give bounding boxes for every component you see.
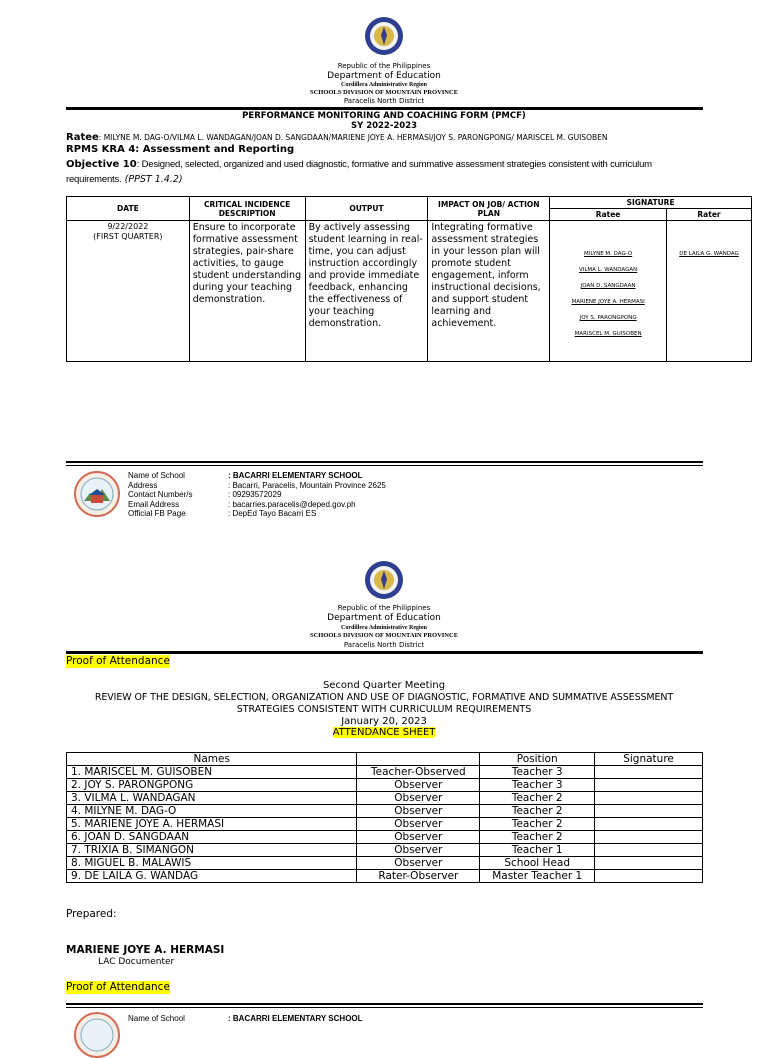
- col-rater-header: Rater: [667, 209, 752, 221]
- col-signature-header: Signature: [595, 753, 703, 766]
- school-logo-icon: [74, 471, 120, 517]
- col-output-header: OUTPUT: [305, 197, 428, 221]
- ratee-signature: JOY S. PARONGPONG: [579, 315, 637, 321]
- attendance-sheet-label-wrap: [0, 727, 768, 738]
- header-rule: [66, 651, 703, 654]
- row-output: By actively assessing student learning in real-time, you can adjust instruction accordingly and provide immediate feedback, enhancing the effectiveness of your teaching demonstration.: [305, 221, 428, 362]
- department-text: Department of Education: [327, 613, 441, 623]
- attendee-signature: [595, 779, 703, 792]
- ratee-value: : MILYNE M. DAG-O/VILMA L. WANDAGAN/JOAN D. SANGDAAN/MARIENE JOYE A. HERMASI/JOY S. PARONGPONG/ MARISCEL M. GUISOBEN: [98, 133, 608, 142]
- attendee-role: Observer: [357, 805, 480, 818]
- row-impact: Integrating formative assessment strategies in your lesson plan will promote student engagement, inform instructional decisions, and support student learning and achievement.: [428, 221, 550, 362]
- attendee-position: Teacher 2: [480, 831, 595, 844]
- attendee-signature: [595, 792, 703, 805]
- attendee-name: 5. MARIENE JOYE A. HERMASI: [67, 818, 357, 831]
- department-text: Department of Education: [327, 71, 441, 81]
- rater-signature: DE LAILA G. WANDAG: [679, 251, 739, 257]
- attendee-name: 6. JOAN D. SANGDAAN: [67, 831, 357, 844]
- row-date: 9/22/2022: [107, 222, 149, 231]
- form-title: PERFORMANCE MONITORING AND COACHING FORM (PMCF): [242, 111, 526, 121]
- republic-text: Republic of the Philippines: [337, 604, 431, 612]
- col-incidence-header: CRITICAL INCIDENCE DESCRIPTION: [189, 197, 305, 221]
- school-info: [128, 1014, 428, 1024]
- school-info: [128, 471, 428, 521]
- header-rule: [66, 107, 703, 110]
- attendee-position: Teacher 2: [480, 818, 595, 831]
- attendee-position: Teacher 2: [480, 792, 595, 805]
- attendee-role: Observer: [357, 857, 480, 870]
- preparer-name: MARIENE JOYE A. HERMASI: [66, 944, 225, 956]
- attendee-position: Master Teacher 1: [480, 870, 595, 883]
- attendee-signature: [595, 831, 703, 844]
- objective-text: : Designed, selected, organized and used diagnostic, formative and summative assessment strategies consistent with curriculum requirements.: [66, 159, 652, 185]
- ratee-signature: MILYNE M. DAG-O: [584, 251, 633, 257]
- meeting-date: January 20, 2023: [341, 716, 427, 727]
- footer-rule-thin: [66, 1007, 703, 1008]
- col-ratee-header: Ratee: [550, 209, 667, 221]
- attendee-name: 1. MARISCEL M. GUISOBEN: [67, 766, 357, 779]
- table-row: [67, 779, 703, 792]
- attendee-signature: [595, 857, 703, 870]
- prepared-label: Prepared:: [66, 908, 117, 920]
- school-contact-value: : 09293572029: [228, 490, 282, 499]
- col-names-header: Names: [67, 753, 357, 766]
- meeting-title: Second Quarter Meeting: [322, 680, 446, 691]
- attendee-signature: [595, 844, 703, 857]
- table-row: [67, 805, 703, 818]
- school-address-value: : Bacarri, Paracelis, Mountain Province 2625: [228, 480, 386, 490]
- kra-label: RPMS KRA 4: [66, 144, 136, 155]
- review-title-line2: STRATEGIES CONSISTENT WITH CURRICULUM REQUIREMENTS: [236, 704, 532, 715]
- attendee-role: Observer: [357, 818, 480, 831]
- table-row: [67, 792, 703, 805]
- school-info-label: Address: [128, 480, 158, 490]
- school-info-label: Official FB Page: [128, 509, 186, 518]
- attendee-role: Observer: [357, 792, 480, 805]
- attendee-name: 9. DE LAILA G. WANDAG: [67, 870, 357, 883]
- attendee-name: 4. MILYNE M. DAG-O: [67, 805, 357, 818]
- district-text: Paracelis North District: [343, 641, 425, 649]
- school-name-value: : BACARRI ELEMENTARY SCHOOL: [228, 1014, 363, 1023]
- deped-seal-icon: [364, 560, 404, 600]
- attendee-name: 8. MIGUEL B. MALAWIS: [67, 857, 357, 870]
- attendance-sheet-label: ATTENDANCE SHEET: [332, 727, 436, 738]
- division-text: SCHOOLS DIVISION OF MOUNTAIN PROVINCE: [309, 632, 459, 639]
- attendee-signature: [595, 818, 703, 831]
- row-ratee-signatures: [550, 221, 667, 362]
- school-info-label: Contact Number/s: [128, 490, 193, 499]
- attendee-signature: [595, 805, 703, 818]
- attendee-position: School Head: [480, 857, 595, 870]
- attendee-position: Teacher 3: [480, 766, 595, 779]
- attendee-signature: [595, 870, 703, 883]
- footer-rule-thin: [66, 465, 703, 466]
- ratee-signature: MARISCEL M. GUISOBEN: [574, 331, 642, 337]
- footer-rule-thick: [66, 1003, 703, 1005]
- school-logo-icon: [74, 1012, 120, 1058]
- col-impact-header: IMPACT ON JOB/ ACTION PLAN: [428, 197, 550, 221]
- col-position-header: Position: [480, 753, 595, 766]
- school-fb-value: : DepEd Tayo Bacarri ES: [228, 509, 317, 518]
- pmcf-table: [66, 196, 752, 362]
- col-date-header: DATE: [67, 197, 190, 221]
- deped-seal-icon: [364, 16, 404, 56]
- school-email-value: : bacarries.paracelis@deped.gov.ph: [228, 499, 356, 509]
- preparer-title: LAC Documenter: [98, 957, 175, 967]
- attendee-position: Teacher 2: [480, 805, 595, 818]
- attendee-name: 2. JOY S. PARONGPONG: [67, 779, 357, 792]
- attendee-role: Observer: [357, 844, 480, 857]
- school-name-value: : BACARRI ELEMENTARY SCHOOL: [228, 471, 363, 480]
- objective-label: Objective 10: [66, 159, 137, 170]
- school-info-label: Name of School: [128, 1014, 185, 1023]
- ratee-signature: VILMA L. WANDAGAN: [578, 267, 638, 273]
- review-title-line1: REVIEW OF THE DESIGN, SELECTION, ORGANIZATION AND USE OF DIAGNOSTIC, FORMATIVE AND SUMMATIVE ASSESSMENT: [94, 692, 674, 703]
- objective-line: [66, 157, 706, 187]
- table-row: [67, 818, 703, 831]
- table-row: [67, 870, 703, 883]
- kra-line: [66, 144, 294, 155]
- attendee-role: Rater-Observer: [357, 870, 480, 883]
- table-row: [67, 844, 703, 857]
- ratee-signature: JOAN D. SANGDAAN: [580, 283, 636, 289]
- school-info-label: Email Address: [128, 499, 180, 509]
- kra-value: : Assessment and Reporting: [135, 144, 295, 155]
- table-row: [67, 857, 703, 870]
- republic-text: Republic of the Philippines: [337, 62, 431, 70]
- row-quarter: (FIRST QUARTER): [93, 232, 163, 241]
- region-text: Cordillera Administrative Region: [341, 82, 427, 88]
- region-text: Cordillera Administrative Region: [341, 625, 427, 631]
- row-rater-signature-cell: [667, 221, 752, 362]
- table-row: [67, 831, 703, 844]
- objective-ref: (PPST 1.4.2): [124, 174, 183, 185]
- attendee-position: Teacher 3: [480, 779, 595, 792]
- ratee-signature: MARIENE JOYE A. HERMASI: [571, 299, 645, 305]
- form-sy: SY 2022-2023: [350, 121, 418, 131]
- attendee-role: Observer: [357, 831, 480, 844]
- attendee-name: 7. TRIXIA B. SIMANGON: [67, 844, 357, 857]
- table-row: [67, 766, 703, 779]
- ratee-line: [66, 132, 607, 143]
- attendance-table: [66, 752, 703, 883]
- attendee-role: Teacher-Observed: [357, 766, 480, 779]
- proof-of-attendance-label: Proof of Attendance: [66, 981, 170, 993]
- col-role-header: [357, 753, 480, 766]
- attendee-role: Observer: [357, 779, 480, 792]
- attendee-signature: [595, 766, 703, 779]
- footer-rule-thick: [66, 461, 703, 463]
- school-info-label: Name of School: [128, 471, 185, 480]
- ratee-label: Ratee: [66, 132, 99, 143]
- proof-of-attendance-label: Proof of Attendance: [66, 655, 170, 667]
- division-text: SCHOOLS DIVISION OF MOUNTAIN PROVINCE: [309, 89, 459, 96]
- row-incidence: Ensure to incorporate formative assessment strategies, pair-share activities, to gauge student understanding during your teaching demonstration.: [189, 221, 305, 362]
- attendee-position: Teacher 1: [480, 844, 595, 857]
- row-date-cell: [67, 221, 190, 362]
- attendee-name: 3. VILMA L. WANDAGAN: [67, 792, 357, 805]
- district-text: Paracelis North District: [343, 97, 425, 105]
- col-signature-header: SIGNATURE: [550, 197, 752, 209]
